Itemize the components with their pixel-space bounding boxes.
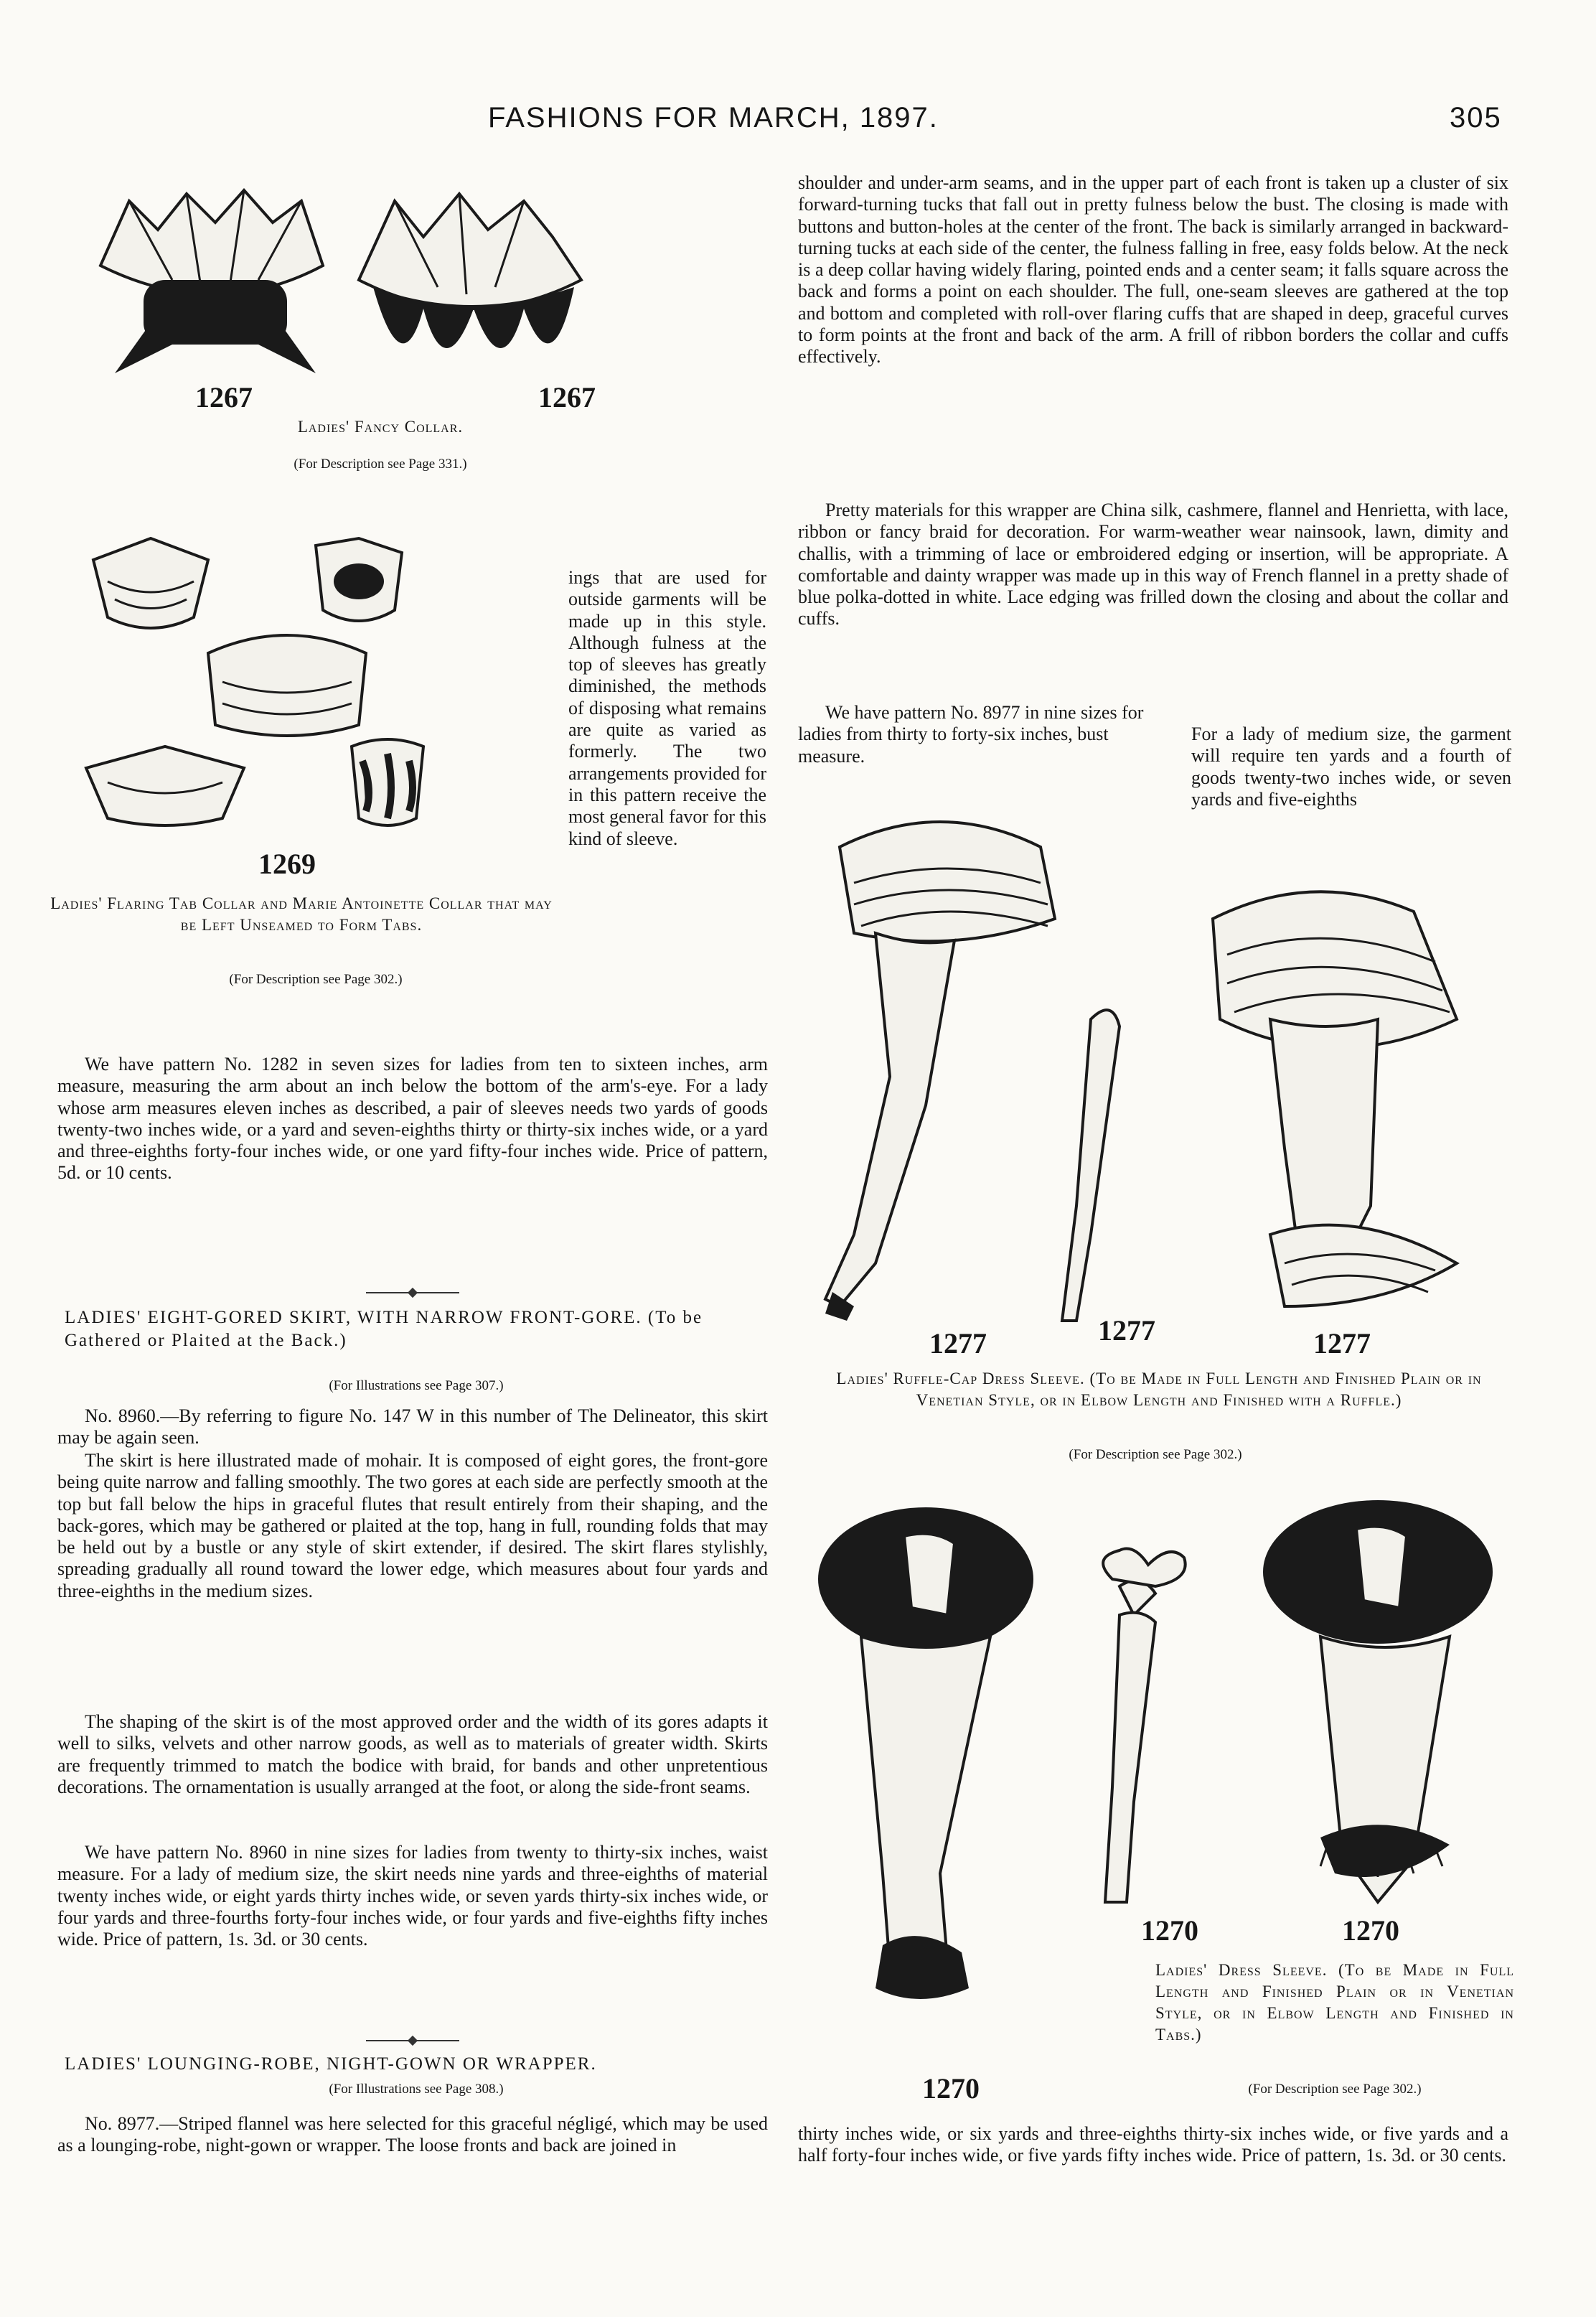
- fig-1270-c: 1270: [922, 2072, 980, 2105]
- fig-1267-left: 1267: [195, 381, 253, 413]
- robe-heading: LADIES' LOUNGING-ROBE, NIGHT-GOWN OR WRAPPER.: [65, 2054, 597, 2074]
- wrapper-paragraph-3b: For a lady of medium size, the garment will require ten yards and a fourth of goods twenty-two inches wide, or seven yards and five-eighths: [1191, 724, 1511, 810]
- section-divider: [366, 1292, 459, 1293]
- section-divider: [366, 2040, 459, 2041]
- wrapper-paragraph-2: Pretty materials for this wrapper are China silk, cashmere, flannel and Henrietta, with lace, ribbon or fancy braid for decoration. For warm-weather wear nainsook, lawn, dimity and challis, with a trimming of lace or embroidered edging or insertion, will be appropriate. A comfortable and dainty wrapper was made up in this way of French flannel in a pretty shade of blue polka-dotted in white. Lace edging was frilled down the closing and about the collar and cuffs.: [798, 500, 1508, 629]
- skirt-paragraph-3: The shaping of the skirt is of the most approved order and the width of its gores adapts it well to silks, velvets and other narrow goods, as well as to materials of greater width. Skirts are frequently trimmed to match the bodice with braid, for bands and other unpretentious decorations. The ornamentation is usually arranged at the foot, or along the side-front seams.: [57, 1711, 768, 1797]
- sleeve-text-column: ings that are used for outside garments will be made up in this style. Although fulness at the top of sleeves has greatly diminished, the methods of disposing what remains are quite as varied as formerly. The two arrangements provided for in this pattern receive the most general favor for this kind of sleeve.: [568, 567, 766, 849]
- fig-1270-a: 1270: [1141, 1914, 1198, 1947]
- flaring-tab-collar-illustration: [79, 531, 524, 833]
- skirt-paragraph-4: We have pattern No. 8960 in nine sizes for ladies from twenty to thirty-six inches, waist measure. For a lady of medium size, the skirt needs nine yards and three-eighths of material twenty inches wide, or eight yards thirty inches wide, or seven yards thirty-six inches wide, or four yards and three-fourths forty-four inches wide, or four yards and five-eighths fifty inches wide. Price of pattern, 1s. 3d. or 30 cents.: [57, 1842, 768, 1950]
- skirt-ref: (For Illustrations see Page 307.): [329, 1378, 504, 1393]
- sleeve-pattern-paragraph: We have pattern No. 1282 in seven sizes for ladies from ten to sixteen inches, arm measure, measuring the arm about an inch below the bottom of the arm's-eye. For a lady whose arm measures eleven inches as described, a pair of sleeves needs two yards of goods twenty-two inches wide, or a yard and seven-eighths thirty or thirty-six inches wide, or a yard and three-eighths forty-four inches wide, or one yard fifty-four inches wide. Price of pattern, 5d. or 10 cents.: [57, 1054, 768, 1184]
- fig-1267-right: 1267: [538, 381, 596, 413]
- fig-1270-b: 1270: [1342, 1914, 1399, 1947]
- flaring-tab-collar-ref: (For Description see Page 302.): [229, 972, 403, 987]
- dress-sleeve-ref: (For Description see Page 302.): [1248, 2082, 1422, 2097]
- page-title: FASHIONS FOR MARCH, 1897.: [488, 102, 939, 134]
- robe-paragraph-1: No. 8977.—Striped flannel was here selected for this graceful négligé, which may be used as a lounging-robe, night-gown or wrapper. The loose fronts and back are joined in: [57, 2113, 768, 2156]
- wrapper-paragraph-end: thirty inches wide, or six yards and three-eighths thirty-six inches wide, or five yards and a half forty-four inches wide, or five yards fifty inches wide. Price of pattern, 1s. 3d. or 30 cents.: [798, 2123, 1508, 2166]
- fig-1277-b: 1277: [1098, 1314, 1155, 1347]
- skirt-heading: LADIES' EIGHT-GORED SKIRT, WITH NARROW FRONT-GORE. (To be Gathered or Plaited at the Back.): [65, 1308, 703, 1350]
- dress-sleeve-illustration: [818, 1500, 1507, 2031]
- wrapper-paragraph-1: shoulder and under-arm seams, and in the upper part of each front is taken up a cluster of six forward-turning tucks that fall out in pretty fulness below the bust. The closing is made with buttons and button-holes at the center of the front. The back is similarly arranged in backward-turning tucks at each side of the center, the fulness falling in free, easy folds below. At the neck is a deep collar having widely flaring, pointed ends and a center seam; it falls square across the back and forms a point on each shoulder. The full, one-seam sleeves are gathered at the top and bottom and completed with roll-over flaring cuffs that are shaped in deep, graceful curves to form points at the front and back of the arm. A frill of ribbon borders the collar and cuffs effectively.: [798, 172, 1509, 368]
- fig-1269: 1269: [258, 848, 316, 880]
- fancy-collar-caption: Ladies' Fancy Collar.: [297, 418, 464, 436]
- dress-sleeve-caption: Ladies' Dress Sleeve. (To be Made in Full Length and Finished Plain or in Venetian Style, or in Elbow Length and Finished in Tabs.): [1155, 1961, 1514, 2044]
- wrapper-paragraph-3a: We have pattern No. 8977 in nine sizes for ladies from thirty to forty-six inches, bust measure.: [798, 702, 1144, 767]
- skirt-paragraph-1: No. 8960.—By referring to figure No. 147 W in this number of The Delineator, this skirt may be again seen.: [57, 1405, 768, 1448]
- robe-ref: (For Illustrations see Page 308.): [329, 2082, 504, 2097]
- fig-1277-c: 1277: [1313, 1327, 1371, 1359]
- fancy-collar-illustration: [86, 179, 603, 395]
- flaring-tab-collar-caption: Ladies' Flaring Tab Collar and Marie Antoinette Collar that may be Left Unseamed to Form Tabs.: [50, 894, 553, 934]
- page-number: 305: [1450, 102, 1502, 134]
- ruffle-cap-sleeve-caption: Ladies' Ruffle-Cap Dress Sleeve. (To be Made in Full Length and Finished Plain or in Venetian Style, or in Elbow Length and Finished with a Ruffle.): [836, 1370, 1482, 1409]
- ruffle-cap-sleeve-ref: (For Description see Page 302.): [1069, 1447, 1242, 1462]
- fancy-collar-ref: (For Description see Page 331.): [294, 457, 467, 472]
- fig-1277-a: 1277: [929, 1327, 987, 1359]
- skirt-paragraph-2: The skirt is here illustrated made of mohair. It is composed of eight gores, the front-gore being quite narrow and falling smoothly. The two gores at each side are perfectly smooth at the top but fall below the hips in graceful flutes that result entirely from their shaping, and the back-gores, which may be gathered or plaited at the top, hang in full, rounding folds that may be held out by a bustle or any style of skirt extender, if desired. The skirt flares stylishly, spreading gradually all round toward the lower edge, which measures about four yards and three-eighths in the medium sizes.: [57, 1450, 768, 1601]
- ruffle-cap-sleeve-illustration: [811, 804, 1500, 1335]
